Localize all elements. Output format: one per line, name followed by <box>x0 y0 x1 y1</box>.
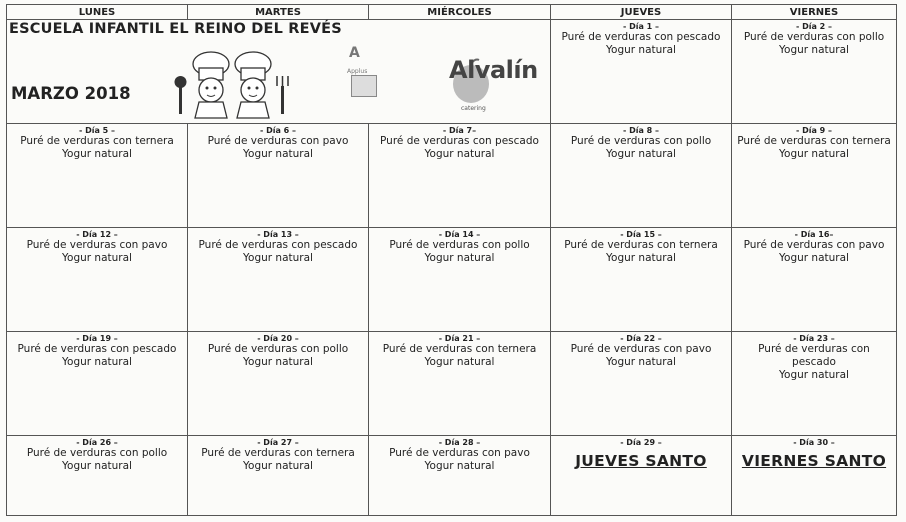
day-cell <box>188 124 369 228</box>
holiday-label: JUEVES SANTO <box>575 452 707 470</box>
meal-text: Puré de verduras con pescado <box>380 135 539 147</box>
dessert-text: Yogur natural <box>62 148 132 160</box>
menu-calendar <box>6 4 897 516</box>
dessert-text: Yogur natural <box>243 148 313 160</box>
day-cell <box>7 124 188 228</box>
day-label: - Día 20 – <box>257 334 299 343</box>
badge-seal <box>351 75 377 97</box>
weekday-header: LUNES <box>7 5 188 20</box>
dessert-text: Yogur natural <box>243 356 313 368</box>
meal-text: Puré de verduras con pollo <box>389 239 530 251</box>
meal-text: Puré de verduras con pollo <box>207 343 349 355</box>
meal-text: Puré de verduras con ternera <box>737 135 891 147</box>
day-label: - Día 26 – <box>76 438 118 447</box>
school-name: ESCUELA INFANTIL EL REINO DEL REVÉS <box>9 21 342 37</box>
meal-text: Puré de verduras con pollo <box>743 31 885 43</box>
day-cell <box>188 228 369 332</box>
weekday-header: MARTES <box>188 5 369 20</box>
applus-certification-badge <box>345 47 383 99</box>
day-cell <box>369 332 551 436</box>
dessert-text: Yogur natural <box>779 252 849 264</box>
dessert-text: Yogur natural <box>424 148 495 160</box>
day-cell <box>732 20 897 124</box>
dessert-text: Yogur natural <box>243 460 313 472</box>
day-label: - Día 6 – <box>259 126 297 135</box>
day-label: - Día 7– <box>442 126 477 135</box>
day-label: - Día 19 – <box>76 334 118 343</box>
day-cell <box>732 332 897 436</box>
day-cell <box>7 228 188 332</box>
meal-text: Puré de verduras con pavo <box>570 343 712 355</box>
meal-text: Puré de verduras con pavo <box>389 447 530 459</box>
dessert-text: Yogur natural <box>424 460 495 472</box>
day-label: - Día 14 – <box>438 230 481 239</box>
day-cell <box>551 124 732 228</box>
meal-text: Puré de verduras con pavo <box>207 135 349 147</box>
logo-wordmark: Alvalín <box>449 56 538 84</box>
meal-text: Puré de verduras con pescado <box>561 31 721 43</box>
day-cell <box>551 20 732 124</box>
day-label: - Día 1 – <box>622 22 660 31</box>
week-row <box>7 228 897 332</box>
day-cell <box>551 332 732 436</box>
week-row <box>7 20 897 124</box>
dessert-text: Yogur natural <box>606 356 676 368</box>
day-label: - Día 16– <box>794 230 834 239</box>
dessert-text: Yogur natural <box>779 369 849 381</box>
badge-caption: Applus <box>347 68 368 75</box>
weekday-header: VIERNES <box>732 5 897 20</box>
alvalin-catering-logo <box>449 56 545 116</box>
weekday-header-row <box>7 5 897 20</box>
meal-text: Puré de verduras con pollo <box>26 447 168 459</box>
meal-text: Puré de verduras con pavo <box>26 239 168 251</box>
meal-text: Puré de verduras con pescado <box>758 343 870 368</box>
weekday-header: MIÉRCOLES <box>369 5 551 20</box>
holiday-label: VIERNES SANTO <box>741 452 887 470</box>
day-label: - Día 22 – <box>620 334 662 343</box>
day-cell <box>732 228 897 332</box>
day-label: - Día 28 – <box>438 438 481 447</box>
day-label: - Día 8 – <box>622 126 660 135</box>
dessert-text: Yogur natural <box>779 148 849 160</box>
day-cell <box>551 436 732 516</box>
week-row <box>7 436 897 516</box>
day-cell <box>7 332 188 436</box>
day-cell <box>369 124 551 228</box>
day-label: - Día 23 – <box>793 334 835 343</box>
day-label: - Día 29 – <box>620 438 662 447</box>
title-block <box>7 20 551 124</box>
dessert-text: Yogur natural <box>243 252 313 264</box>
meal-text: Puré de verduras con pollo <box>570 135 712 147</box>
meal-text: Puré de verduras con ternera <box>564 239 718 251</box>
day-label: - Día 13 – <box>257 230 299 239</box>
chef-kids-illustration <box>173 48 293 120</box>
meal-text: Puré de verduras con pescado <box>17 343 177 355</box>
day-cell <box>551 228 732 332</box>
day-label: - Día 9 – <box>795 126 833 135</box>
dessert-text: Yogur natural <box>424 356 495 368</box>
meal-text: Puré de verduras con ternera <box>20 135 174 147</box>
meal-text: Puré de verduras con ternera <box>201 447 355 459</box>
dessert-text: Yogur natural <box>606 148 676 160</box>
day-label: - Día 5 – <box>78 126 116 135</box>
dessert-text: Yogur natural <box>62 252 132 264</box>
badge-mark: A <box>349 45 360 61</box>
dessert-text: Yogur natural <box>606 44 676 56</box>
day-label: - Día 15 – <box>620 230 662 239</box>
dessert-text: Yogur natural <box>779 44 849 56</box>
week-row <box>7 332 897 436</box>
logo-tagline: catering <box>461 105 486 112</box>
weekday-header: JUEVES <box>551 5 732 20</box>
day-label: - Día 30 – <box>793 438 835 447</box>
meal-text: Puré de verduras con pavo <box>743 239 885 251</box>
week-row <box>7 124 897 228</box>
day-cell <box>732 436 897 516</box>
day-cell <box>7 436 188 516</box>
day-label: - Día 21 – <box>438 334 481 343</box>
day-cell <box>369 436 551 516</box>
day-label: - Día 2 – <box>795 22 833 31</box>
meal-text: Puré de verduras con pescado <box>198 239 358 251</box>
dessert-text: Yogur natural <box>62 356 132 368</box>
day-cell <box>369 228 551 332</box>
meal-text: Puré de verduras con ternera <box>382 343 537 355</box>
day-cell <box>188 332 369 436</box>
month-title: MARZO 2018 <box>11 84 131 103</box>
day-cell <box>732 124 897 228</box>
day-label: - Día 27 – <box>257 438 299 447</box>
day-cell <box>188 436 369 516</box>
dessert-text: Yogur natural <box>424 252 495 264</box>
dessert-text: Yogur natural <box>62 460 132 472</box>
day-label: - Día 12 – <box>76 230 118 239</box>
dessert-text: Yogur natural <box>606 252 676 264</box>
